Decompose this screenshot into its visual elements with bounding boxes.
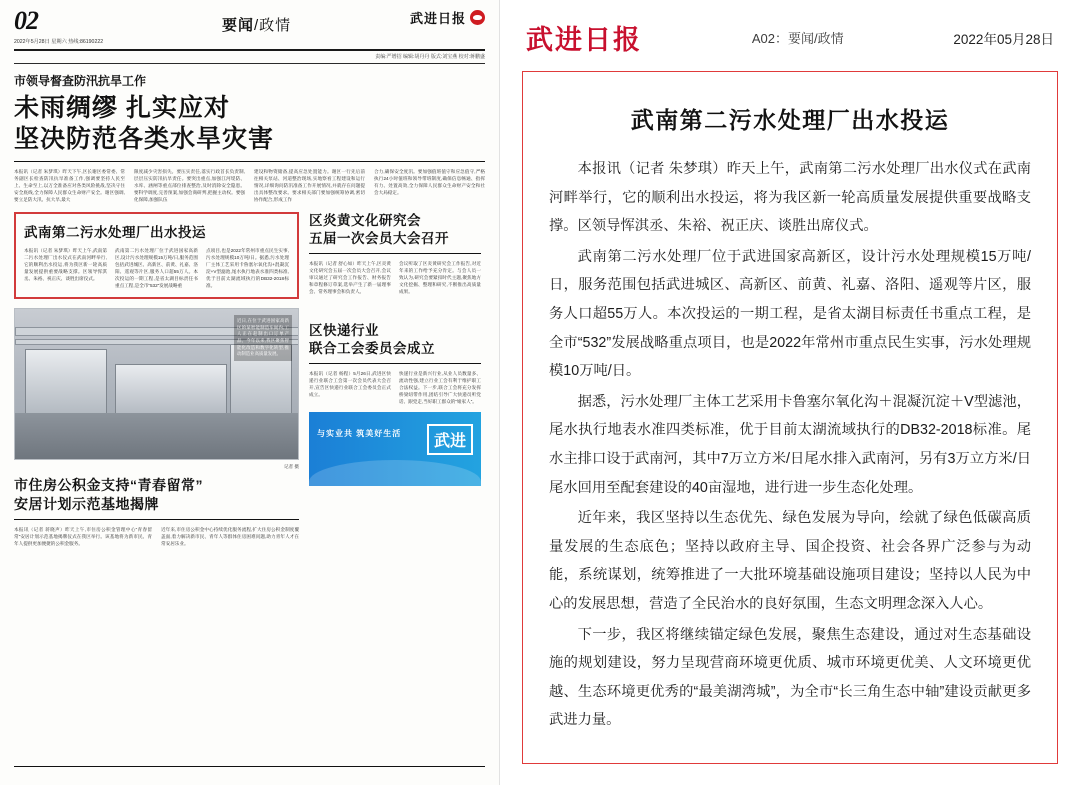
side-article-2-column: 快递行业是新兴行业,从业人员数量多、流动性强,建立行业工会有利于维护职工合法权益。下一步,联合工会将充分发挥桥梁纽带作用,团结引导广大快递员听党话、跟党走,当好职工群众的“娘家人”。 <box>399 370 481 405</box>
masthead-seal-icon <box>470 10 485 25</box>
masthead-block <box>410 8 485 27</box>
bottom-article-body <box>14 526 299 547</box>
article-paragraph: 据悉，污水处理厂主体工艺采用卡鲁塞尔氧化沟＋混凝沉淀＋V型滤池，尾水执行地表水准四类标准，优于目前太湖流域执行的DB32-2018标准。尾水主排口设于武南河，其中7万立方米/日尾水排入武南河，另有3万立方米/日尾水回用至配套建设的40亩湿地，进行进一步生态化处理。 <box>549 393 1031 496</box>
side-article-2-title-line1: 区快递行业 <box>309 322 379 338</box>
page-footer-rule <box>14 766 485 769</box>
page-number: 02 <box>14 6 38 35</box>
pane-header <box>522 16 1058 71</box>
divider <box>14 161 485 162</box>
header-section-right: /政情 <box>253 17 292 34</box>
lead-headline-line1: 未雨绸缪 扎实应对 <box>14 94 230 122</box>
lead-column: 本报讯（记者 朱梦琪）昨天下午,区长谢区委常委、常务副区长检查防汛抗旱准备工作,强调要坚持人民至上、生命至上,以万全准备应对各类风险挑战,坚决守住安全底线,全力保障人民群众生命财产安全。谢区强调,要立足防大汛、抗大旱,最大 <box>14 169 125 203</box>
advertisement <box>309 412 481 486</box>
article-paragraph: 武南第二污水处理厂位于武进国家高新区，设计污水处理规模15万吨/日，服务范围包括武进城区、高新区、前黄、礼嘉、洛阳、遥观等片区，服务人口超55万人。本次投运的一期工程，是省太湖目标责任书重点工程，是全市“532”发展战略重点项目，也是2022年常州市重点民生实事，污水处理规模10万吨/日。 <box>549 248 1031 380</box>
side-article-1-body <box>309 260 481 296</box>
page-number-block <box>14 8 103 45</box>
lead-column: 合力,确保安全度汛。要加强值班值守和应急值守,严格执行24小时值班和领导带班制度,确保信息畅通、指挥有力、处置高效,全力保障人民群众生命财产安全和社会大局稳定。 <box>374 169 485 196</box>
highlighted-article-title: 武南第二污水处理厂出水投运 <box>24 224 206 240</box>
side-article-1-column: 本报讯（记者 舒心如）昨天上午,区炎黄文化研究会五届一次会员大会召开,会议审议通过了研究会工作报告、财务报告和章程修订草案,选举产生了新一届理事会、常务理事会和负责人。 <box>309 260 391 295</box>
ad-logo: 武进 <box>427 424 473 455</box>
highlighted-article-box <box>14 212 299 300</box>
factory-photo <box>14 308 299 460</box>
lead-body <box>14 168 485 204</box>
pane-date: 2022年05月28日 <box>953 31 1054 47</box>
masthead-small: 武进日报 <box>409 11 466 26</box>
highlighted-article-column: 武南第二污水处理厂位于武进国家高新区,设计污水处理规模15万吨/日,服务范围包括武进城区、高新区、前黄、礼嘉、洛阳、遥观等片区,服务人口超55万人。本次投运的一期工程,是省太湖目标责任书重点工程,是全市“532”发展战略重 <box>115 247 198 289</box>
lead-kicker: 市领导督查防汛抗旱工作 <box>14 74 147 88</box>
side-article-2-title-line2: 联合工会委员会成立 <box>309 340 435 356</box>
article-pane <box>500 0 1080 785</box>
side-article-2-title <box>309 322 481 358</box>
side-article-1-title-line2: 五届一次会员大会召开 <box>309 230 449 246</box>
photo-shape <box>15 413 298 459</box>
lead-headline <box>14 93 485 154</box>
lead-column: 限度减少灾害损失。要压实责任,落实行政首长负责制,层层压实防汛抗旱责任。要突出重点,加强江河堤防、水库、涵闸等重点部位排查整治,及时消除安全隐患。要科学调度,完善预案,加强会商研判,把握主动权。要强化保障,加强队伍 <box>134 169 245 203</box>
divider <box>309 253 481 254</box>
pane-brand: 武进日报 <box>526 25 642 55</box>
side-article-1-title-line1: 区炎黄文化研究会 <box>309 212 421 228</box>
lower-page <box>14 212 485 548</box>
bottom-article-title <box>14 476 299 514</box>
photo-credit: 记者 摄 <box>283 464 299 470</box>
ad-wave-shape <box>309 460 481 486</box>
newspaper-scan <box>0 0 500 785</box>
photo-caption: 近日,在位于武进国家高新区的某智能制造车间内,工人正在赶制出口订单产品。今年以来,我区聚焦智能化改造和数字化转型,推动制造业高质量发展。 <box>234 315 292 361</box>
highlighted-article-column: 本报讯（记者 朱梦琪）昨天上午,武南第二污水处理厂出水仪式在武南河畔举行,它的顺利出水投运,将为我区新一轮高质量发展提供重要战略支撑。区领导恽淇丞、朱裕、祝正庆、谈胜出席仪式。 <box>24 247 107 281</box>
highlighted-article-body <box>24 247 289 290</box>
right-column-stack <box>309 212 481 548</box>
header-section-left: 要闻 <box>221 17 254 34</box>
bottom-article-title-line1: 市住房公积金支持“青春留常” <box>14 477 203 494</box>
highlighted-article-column: 点项目,也是2022年常州市重点民生实事,污水处理规模10万吨/日。据悉,污水处理厂主体工艺采用卡鲁塞尔氧化沟+混凝沉淀+V型滤池,尾水执行地表水准四类标准,优于目前太湖流域执行的DB32-2018标准。 <box>206 247 289 289</box>
newspaper-credits <box>14 51 485 64</box>
article-paragraph: 下一步，我区将继续锚定绿色发展，聚焦生态建设，通过对生态基础设施的规划建设，努力呈现营商环境更优质、城市环境更优美、人文环境更优越、生态环境更优秀的“最美湖湾城”，为全市“长三角生态中轴”建设贡献更多武进力量。 <box>549 626 1031 729</box>
lead-column: 建设和物资储备,提高应急处置能力。谢区一行先后前往相关泵站、河道整治现场,实地察看工程建设和运行情况,详细询问防汛准备工作开展情况,并就存在问题提出具体整改要求。要求相关部门要加强统筹协调,密切协作配合,形成工作 <box>254 169 365 203</box>
header-section-label <box>222 8 291 35</box>
side-article-2-body <box>309 370 481 406</box>
page-date-line: 2022年5月28日 星期六 热线:86190222 <box>14 39 104 45</box>
article-paragraph: 本报讯（记者 朱梦琪）昨天上午，武南第二污水处理厂出水仪式在武南河畔举行，它的顺利出水投运，将为我区新一轮高质量发展提供重要战略支撑。区领导恽淇丞、朱裕、祝正庆、谈胜出席仪式。 <box>549 161 1031 235</box>
article-title: 武南第二污水处理厂出水投运 <box>630 107 950 133</box>
side-article-2-column: 本报讯（记者 杨程）5月26日,武进区快递行业联合工会第一次会员代表大会召开,宣告区快递行业联合工会委员会正式成立。 <box>309 370 391 398</box>
newspaper-header <box>14 8 485 51</box>
pane-section-label: A02：要闻/政情 <box>751 31 844 46</box>
bottom-article-title-line2: 安居计划示范基地揭牌 <box>14 496 159 513</box>
left-column-stack <box>14 212 299 548</box>
bottom-article-column: 近年来,市住房公积金中心持续优化服务流程,扩大住房公积金制度覆盖面,着力解决新市民、青年人等群体住房困难问题,助力青年人才在常安居乐业。 <box>161 526 299 547</box>
article-container <box>522 71 1058 764</box>
bottom-article-column: 本报讯（记者 蒋晓声）昨天上午,市住房公积金管理中心“青春留常”安居计划示范基地揭牌仪式在我区举行。该基地将为新市民、青年人提供更加便捷的公积金服务。 <box>14 526 152 547</box>
divider <box>309 363 481 364</box>
photo-shape <box>25 349 107 421</box>
side-article-1-column: 会议听取了区炎黄研究会工作报告,对近年来的工作给予充分肯定。与会人员一致认为,研究会要紧扣时代主题,聚焦地方文化挖掘、整理和研究,不断推出高质量成果。 <box>399 260 481 295</box>
divider <box>14 519 299 520</box>
lead-headline-line2: 坚决防范各类水旱灾害 <box>14 124 275 153</box>
side-article-1-title <box>309 212 481 248</box>
credits-text: 责编:严增招 编辑:胡丹丹 版式:刘宝燕 校对:蒋鹏盛 <box>375 54 485 60</box>
article-paragraph: 近年来，我区坚持以生态优先、绿色发展为导向，绘就了绿色低碳高质量发展的生态底色；坚持以政府主导、国企投资、社会各界广泛参与为动能，系统谋划，统筹推进了一大批环境基础设施项目建设；坚持以人民为中心的发展思想，营造了全民治水的良好氛围，生态文明理念深入人心。 <box>549 510 1031 612</box>
ad-text: 与实业共 筑美好生活 <box>317 428 402 438</box>
